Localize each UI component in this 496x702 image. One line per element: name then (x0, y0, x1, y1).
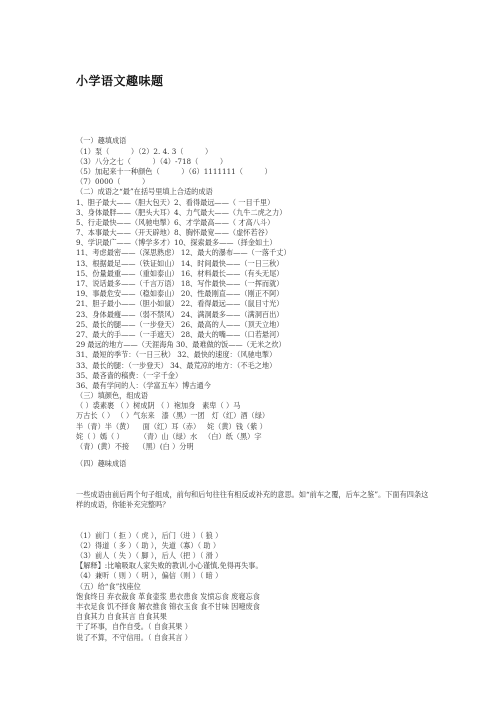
text-line: 1、胆子最大——（胆大包天）2、看得最远——（ 一目千里） (76, 197, 275, 207)
text-line: 19、事最危安——（稳如泰山） 20、性最刚直——（刚正不阿） (76, 289, 284, 299)
text-line: （五）给“食”找座位 (76, 581, 141, 591)
text-line: 万古长（ ） （ ）气东来 漆（黑）一团 灯（红）酒（绿） (76, 411, 270, 421)
text-line: 9、学识最广——（博学多才）10、探索最多——（择金如土） (76, 238, 277, 248)
text-line: 5、行走最快——（风驰电掣）6、才学最高——（ 才高八斗） (76, 217, 275, 227)
text-line: 自食其力 自食其言 自食其果 (76, 612, 167, 622)
text-line (76, 452, 436, 459)
text-line: 说了不算，不守信用。（ 自食其言 ） (76, 632, 192, 642)
text-line: 36、最有学问的人：（学富五车）博古通今 (76, 380, 211, 390)
text-line: （一）趣填成语 (76, 136, 127, 146)
text-line: （1）泵（ ）（2）2. 4. 3（ ） (76, 146, 213, 156)
text-line: （ ）裘素裹 （ ）树成阴 （ ）袍加身 素卑（ ）马 (76, 401, 241, 411)
text-line: 13、根据最足——（铁证如山） 14、时间最快——（一日三秋） (76, 258, 284, 268)
text-line: 25、最长的腿——（一步登天） 26、最高的人——（顶天立地） (76, 319, 284, 329)
text-line: 31、最短的季节：（一日三秋） 32、最快的速度：（风驰电掣） (76, 350, 277, 360)
text-line: （4）兼听（ 则 ）（ 明 ），偏信（则 ）（ 暗 ） (76, 571, 223, 581)
text-line: 干了坏事，自作自受。（ 自食其果 ） (76, 622, 192, 632)
text-line: （二）成语之“最”在括号里填上合适的成语 (76, 187, 213, 197)
text-line: 饱食终日 弃衣裁食 革食壶浆 患衣患食 发愤忘食 废寝忘食 (76, 591, 260, 601)
section-lines (76, 136, 436, 469)
text-line: （7）0000（ ） (76, 177, 150, 187)
text-line: （3）八分之七（ ）（4）-718（ ） (76, 156, 228, 166)
text-line: （青）(黄）不接 （黑）(白 ）分明 (76, 442, 194, 452)
intro-paragraph: 一些成语由前后两个句子组成，前句和后句往往有相反或补充的意思。如“前车之覆，后车之鉴”。下面有四条这样的成语，你能补充完整吗？ (76, 489, 429, 510)
text-line: （5）加起来十一种颜色（ ）（6）1111111（ ） (76, 166, 272, 176)
text-line: 丰衣足食 饥不择食 解衣推食 锦衣玉食 食不甘味 因噎废食 (76, 601, 260, 611)
text-line: 27、最大的手——（一手遮天） 28、最大的嘴——（口若悬河） (76, 329, 284, 339)
text-line: 7、本事最大——（开天辟地）8、胸怀最宽——（虚怀若谷） (76, 228, 273, 238)
text-line: 33、最长的腿：（一步登天） 34、最荒凉的地方：（不毛之地） (76, 360, 277, 370)
text-line: （3）前人（ 失 ）（ 脚 ），后人（把 ）（ 滑 ） (76, 551, 223, 560)
text-line: 29 最远的地方——（天涯海角 30、最难做的饭——（无米之炊） (76, 340, 286, 350)
text-line: 半（青）半（黄） 面（红）耳（赤） 姹（黄）钱（紫 ） (76, 421, 267, 431)
text-line: 姹（ ）嫣（ ） （青）山（绿）水 （白）纸（黑）字 (76, 431, 262, 441)
text-line: （1）前门（ 拒 ）（ 虎 ），后门（进 ）（ 狼 ） (76, 530, 223, 540)
text-line: （四）趣味成语 (76, 459, 127, 469)
text-line: 17、说话最多——（千言万语） 18、写作最快——（一挥而就） (76, 279, 284, 289)
text-line: 21、胆子最小——（胆小如鼠） 22、看得最远——（鼠目寸光） (76, 299, 284, 309)
section-lines-2 (76, 531, 436, 643)
text-line: （三）填颜色，组成语 (76, 391, 148, 401)
page-title: 小学语文趣味题 (76, 74, 164, 88)
text-line: 【解释】:比喻吸取人家失败的教训,小心谨慎,免得再失事。 (76, 561, 263, 571)
text-line: 11、考虑最密——（深思熟虑） 12、最大的瀑布——（一落千丈） (76, 248, 291, 258)
text-line: 3、身体最胖——（肥头大耳）4、力气最大——（九牛二虎之力） (76, 207, 287, 217)
text-line: 23、身体最瘦——（弱不禁风） 24、满洞最多——（满洞百出） (76, 309, 284, 319)
text-line: 35、最吝啬的稿费：（一字千金） (76, 370, 183, 380)
text-line: 15、份量最重——（重如泰山） 16、材料最长——（有头无尾） (76, 268, 284, 278)
document-body (76, 116, 436, 663)
text-line: （2）得道（ 多 ）（ 助 ），失道（寡）（ 助 ） (76, 540, 221, 550)
